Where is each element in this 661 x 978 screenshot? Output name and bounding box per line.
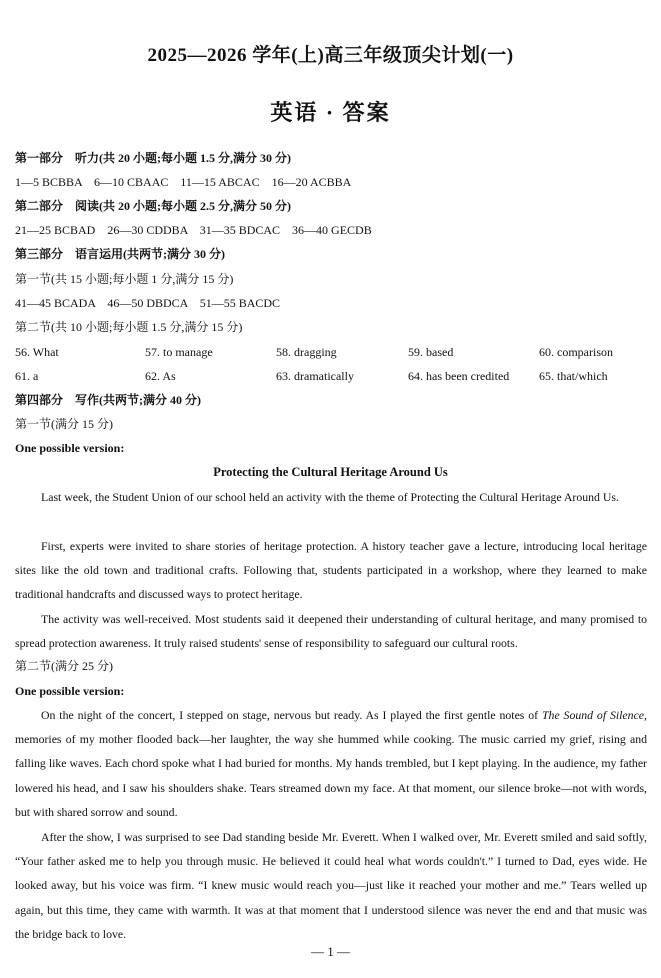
essay2-text: , memories of my mother flooded back—her laughter, the way she hummed while cooking. The music carried my grief, rising and falling like waves. Each chord spoke what I had buried for months. My hands trembled, but I kept playing. In the audience, my father lowered his head, and I saw his shoulders shake. Tears streamed down my face. At that moment, our silence broke—not with words, but with shared sorrow and sound.	[15, 708, 647, 819]
fill-answer: 57. to manage	[145, 345, 213, 359]
part3-section1-heading: 第一节(共 15 小题;每小题 1 分,满分 15 分)	[15, 272, 234, 286]
fill-answer: 65. that/which	[539, 369, 608, 383]
part2-answers: 21—25 BCBAD 26—30 CDDBA 31—35 BDCAC 36—40 GECDB	[15, 223, 372, 237]
version2-label: One possible version:	[15, 684, 125, 698]
part4-section2-heading: 第二节(满分 25 分)	[15, 659, 113, 673]
fill-answer: 58. dragging	[276, 345, 337, 359]
exam-title: 2025—2026 学年(上)高三年级顶尖计划(一)	[147, 45, 514, 66]
essay1-paragraph: Last week, the Student Union of our school held an activity with the theme of Protecting the Cultural Heritage Around Us.	[41, 490, 619, 504]
song-title: The Sound of Silence	[541, 708, 645, 722]
fill-answer: 62. As	[145, 369, 176, 383]
essay1-title: Protecting the Cultural Heritage Around Us	[213, 465, 448, 479]
exam-subtitle: 英语 · 答案	[270, 100, 391, 125]
essay2-paragraph: After the show, I was surprised to see Dad standing beside Mr. Everett. When I walked over, Mr. Everett smiled and said softly, “Your father asked me to help you through music. He believed it could heal what words couldn't.” I turned to Dad, eyes wide. He looked away, but his voice was firm. “I knew music would reach you—just like it reached your mother and me.” Tears welled up again, but this time, they came with warmth. It was at that moment that I understood silence was never the end and that music was the bridge back to love.	[15, 830, 647, 941]
part4-heading: 第四部分 写作(共两节;满分 40 分)	[15, 393, 201, 407]
fill-answer: 63. dramatically	[276, 369, 354, 383]
fill-answer: 60. comparison	[539, 345, 613, 359]
part3-heading: 第三部分 语言运用(共两节;满分 30 分)	[15, 247, 225, 261]
page-number: — 1 —	[311, 944, 350, 959]
fill-answer: 56. What	[15, 345, 59, 359]
part2-heading: 第二部分 阅读(共 20 小题;每小题 2.5 分,满分 50 分)	[15, 199, 291, 213]
fill-answer: 64. has been credited	[408, 369, 510, 383]
part4-section1-heading: 第一节(满分 15 分)	[15, 417, 113, 431]
part3-section1-answers: 41—45 BCADA 46—50 DBDCA 51—55 BACDC	[15, 296, 281, 310]
part1-heading: 第一部分 听力(共 20 小题;每小题 1.5 分,满分 30 分)	[15, 151, 291, 165]
essay2-text: On the night of the concert, I stepped on stage, nervous but ready. As I played the first gentle notes of	[41, 708, 542, 722]
essay1-paragraph: The activity was well-received. Most students said it deepened their understanding of cultural heritage, and many promised to spread protection awareness. It truly raised students' sense of responsibility to safeguard our cultural roots.	[15, 612, 647, 651]
fill-answer: 61. a	[15, 369, 39, 383]
fill-answer: 59. based	[408, 345, 454, 359]
part3-section2-heading: 第二节(共 10 小题;每小题 1.5 分,满分 15 分)	[15, 320, 243, 334]
essay1-paragraph: First, experts were invited to share stories of heritage protection. A history teacher gave a lecture, introducing local heritage sites like the old town and traditional crafts. Following that, students participated in a workshop, where they learned to make traditional handcrafts and discussed ways to protect heritage.	[15, 539, 647, 602]
version1-label: One possible version:	[15, 441, 125, 455]
part1-answers: 1—5 BCBBA 6—10 CBAAC 11—15 ABCAC 16—20 ACBBA	[15, 175, 352, 189]
essay2-paragraph	[15, 703, 647, 824]
